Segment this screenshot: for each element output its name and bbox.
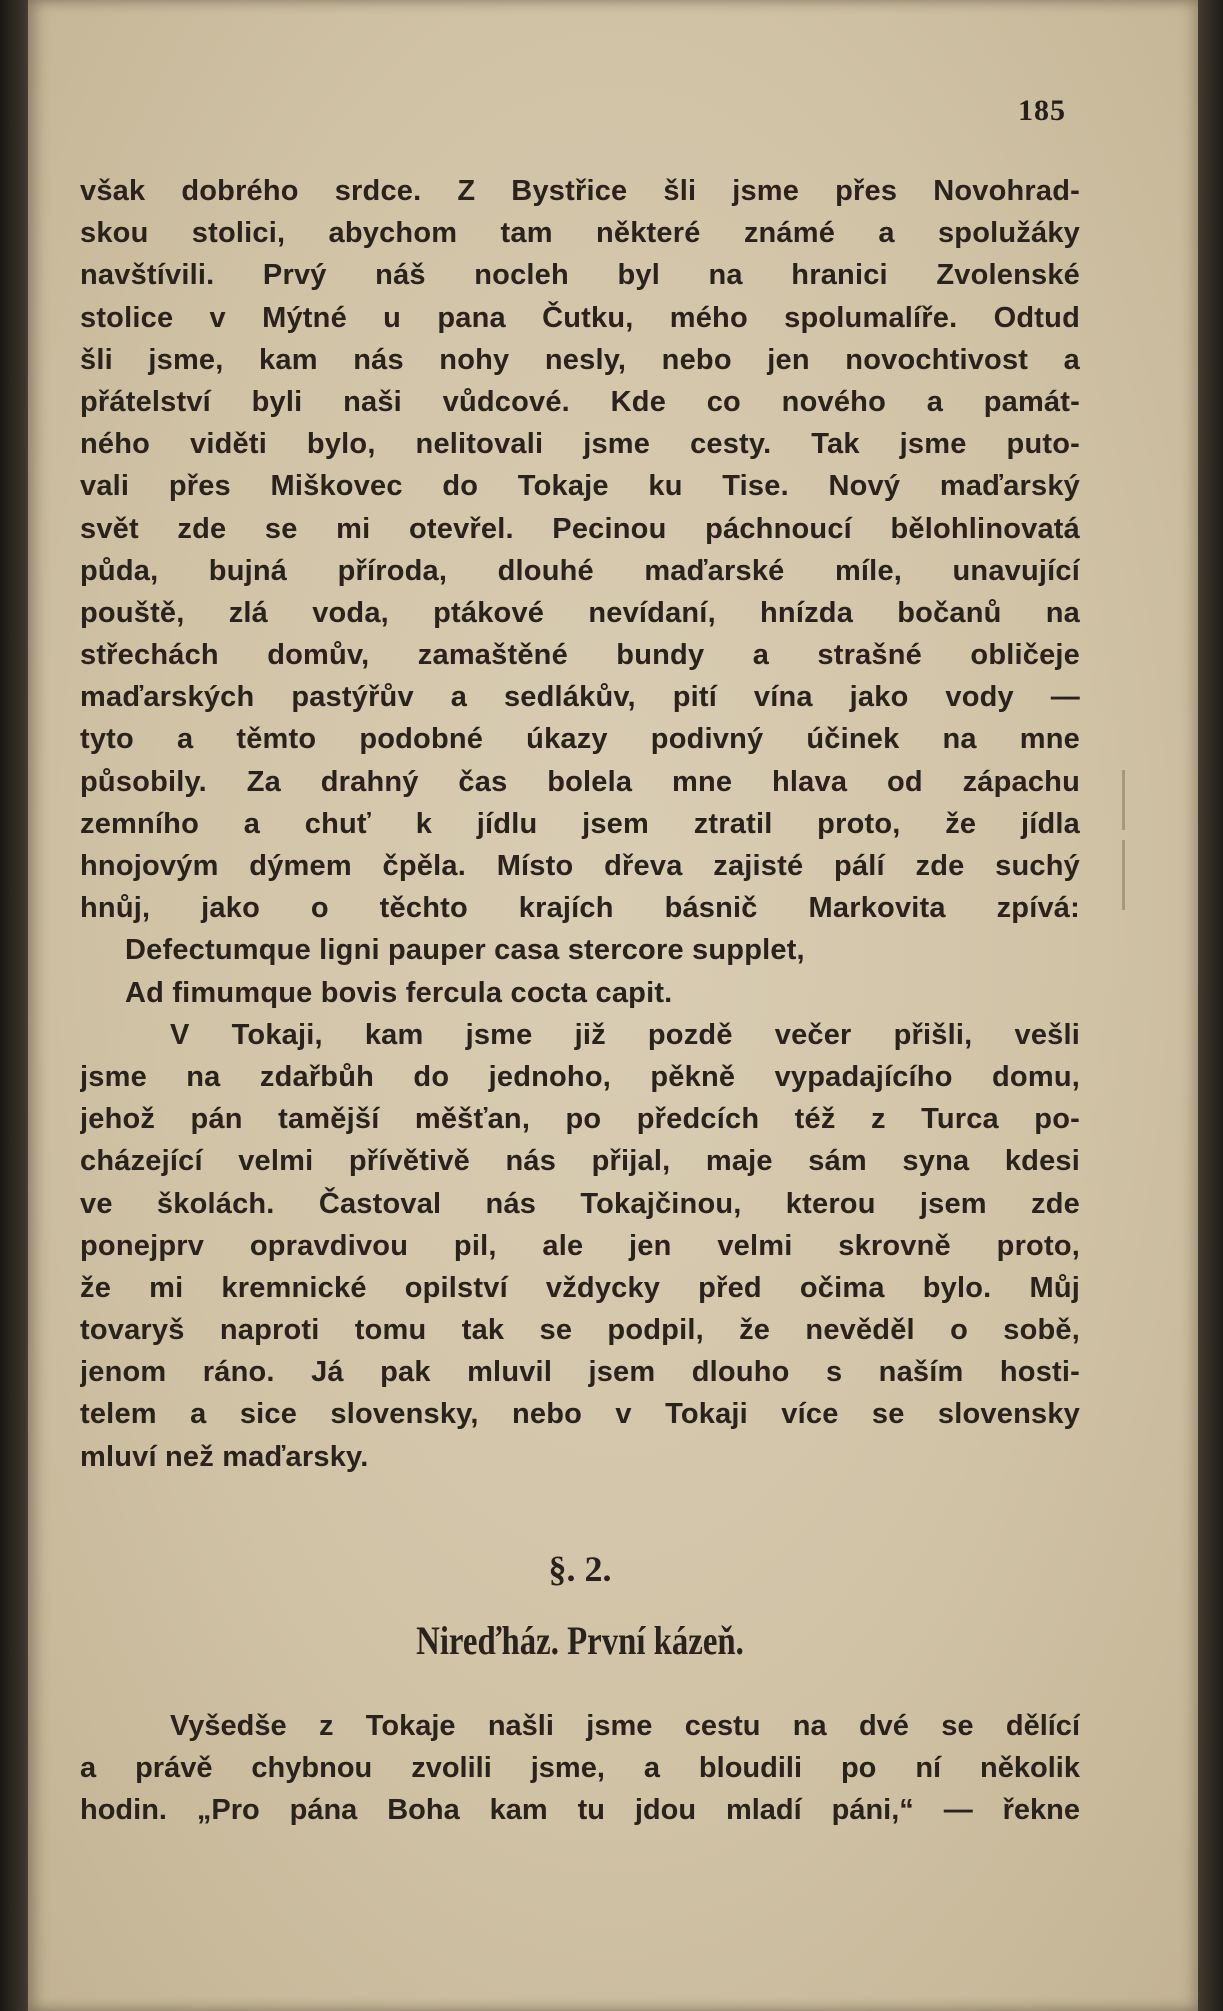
body-line: tyto a těmto podobné úkazy podivný účinek na mne <box>80 723 1080 756</box>
body-line: půda, bujná příroda, dlouhé maďarské míle, unavující <box>80 554 1080 587</box>
body-line: hnůj, jako o těchto krajích básnič Markovita zpívá: <box>80 892 1080 925</box>
body-line: skou stolici, abychom tam některé známé a spolužáky <box>80 217 1080 250</box>
body-line: jsme na zdařbůh do jednoho, pěkně vypadajícího domu, <box>80 1060 1080 1093</box>
body-line: vali přes Miškovec do Tokaje ku Tise. Nový maďarský <box>80 470 1080 503</box>
body-text-section2 <box>80 1705 1080 1832</box>
body-line: svět zde se mi otevřel. Pecinou páchnoucí bělohlinovatá <box>80 512 1080 545</box>
verse-line: Ad fimumque bovis fercula cocta capit. <box>125 976 673 1009</box>
body-line: a právě chybnou zvolili jsme, a bloudili po ní několik <box>80 1752 1080 1785</box>
body-line: cházející velmi přívětivě nás přijal, maje sám syna kdesi <box>80 1145 1080 1178</box>
paper-edge-mark <box>1122 770 1125 830</box>
body-line: přátelství byli naši vůdcové. Kde co nového a památ- <box>80 385 1080 418</box>
body-line: hodin. „Pro pána Boha kam tu jdou mladí páni,“ — řekne <box>80 1794 1080 1827</box>
page-number: 185 <box>1018 94 1066 127</box>
body-line: jehož pán tamější měšťan, po předcích též z Turca po- <box>80 1103 1080 1136</box>
body-line: telem a sice slovensky, nebo v Tokaji více se slovensky <box>80 1398 1080 1431</box>
body-line: že mi kremnické opilství vždycky před očima bylo. Můj <box>80 1271 1080 1304</box>
body-line: jenom ráno. Já pak mluvil jsem dlouho s naším hosti- <box>80 1356 1080 1389</box>
body-line: působily. Za drahný čas bolela mne hlava od zápachu <box>80 765 1080 798</box>
body-line: ného viděti bylo, nelitovali jsme cesty. Tak jsme puto- <box>80 428 1080 461</box>
body-line: navštívili. Prvý náš nocleh byl na hranici Zvolenské <box>80 259 1080 292</box>
section-number: §. 2. <box>548 1549 612 1589</box>
body-text <box>80 170 1080 1478</box>
body-line: tovaryš naproti tomu tak se podpil, že nevěděl o sobě, <box>80 1314 1080 1347</box>
body-line: střechách domův, zamaštěné bundy a strašné obličeje <box>80 639 1080 672</box>
verse-line: Defectumque ligni pauper casa stercore supplet, <box>125 934 805 967</box>
body-line: hnojovým dýmem čpěla. Místo dřeva zajisté pálí zde suchý <box>80 850 1080 882</box>
body-line: však dobrého srdce. Z Bystřice šli jsme přes Novohrad- <box>80 175 1080 207</box>
body-line: stolice v Mýtné u pana Čutku, mého spolumalíře. Odtud <box>80 301 1080 334</box>
body-line: mluví než maďarsky. <box>80 1440 369 1473</box>
section-title: Nireďház. První kázeň. <box>416 1618 744 1663</box>
body-line: ve školách. Častoval nás Tokajčinou, kterou jsem zde <box>80 1187 1080 1220</box>
body-line: maďarských pastýřův a sedlákův, pití vína jako vody — <box>80 681 1080 714</box>
paper-edge-mark <box>1122 840 1125 910</box>
body-line: ponejprv opravdivou pil, ale jen velmi skrovně proto, <box>80 1229 1080 1262</box>
page-content <box>80 0 1080 2011</box>
body-line: zemního a chuť k jídlu jsem ztratil proto, že jídla <box>80 807 1080 840</box>
body-line: šli jsme, kam nás nohy nesly, nebo jen novochtivost a <box>80 343 1080 376</box>
body-line: pouště, zlá voda, ptákové nevídaní, hnízda bočanů na <box>80 596 1080 629</box>
body-line: Vyšedše z Tokaje našli jsme cestu na dvé se dělící <box>170 1710 1080 1742</box>
book-page <box>28 0 1198 2011</box>
body-line: V Tokaji, kam jsme již pozdě večer přišli, vešli <box>170 1018 1080 1051</box>
